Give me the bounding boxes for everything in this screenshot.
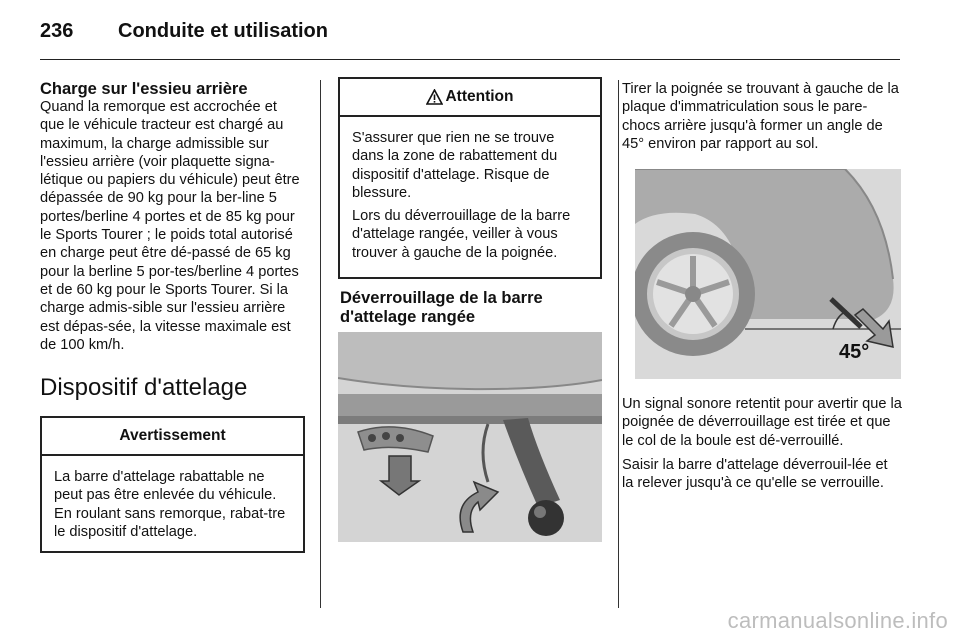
instruction-paragraph-1: Tirer la poignée se trouvant à gauche de la plaque d'immatriculation sous le pare-chocs arrière jusqu'à former un angle de 45° environ par rapport au sol. [622,81,899,152]
instruction-paragraph-2: Un signal sonore retentit pour avertir que la poignée de déverrouillage est tirée et que le col de la boule est dé-verrouillé. [622,396,902,449]
angle-label: 45° [839,341,870,364]
hitch-unlock-figure [338,332,602,547]
column-divider-left [320,80,321,608]
attention-box [338,77,602,279]
handle-angle-figure [635,169,901,379]
rear-axle-paragraph: Quand la remorque est accrochée et que le véhicule tracteur est chargé au maximum, la charge admissible sur l'essieu arrière (voir plaquette signa-létique ou papiers du véhicule) peut être dépassée de 90 kg pour la ber-line 5 portes/berline 4 portes et de 85 kg pour le Sports Tourer ; le poids total autorisé en charge peut être dé-passé de 65 kg pour la berline 5 por-tes/berline 4 portes et de 60 kg pour le Sports Tourer. Si la charge admis-sible sur l'essieu arrière est dépas-sée, la vitesse maximale est de 100 km/h. [40,99,300,353]
warning-box [40,416,305,553]
column-3 [622,80,902,493]
attention-text-2: Lors du déverrouillage de la barre d'attelage rangée, veiller à vous trouver à gauche de la poignée. [352,208,571,261]
page-number: 236 [40,20,74,42]
instruction-paragraph-3: Saisir la barre d'attelage déverrouil-lée et la relever jusqu'à ce qu'elle se verrouille. [622,457,888,492]
chapter-title: Conduite et utilisation [118,20,328,42]
column-1 [40,80,305,553]
column-divider-right [618,80,619,608]
watermark: carmanualsonline.info [727,608,948,633]
column-2 [338,77,602,547]
attention-box-title: Attention [445,88,514,105]
section-title-rear-axle: Charge sur l'essieu arrière [40,80,248,98]
warning-triangle-icon [426,89,443,105]
warning-box-title: Avertissement [42,418,303,456]
heading-towing-device: Dispositif d'attelage [40,374,248,402]
header-rule [40,59,900,60]
section-title-unlock: Déverrouillage de la barre d'attelage rangée [340,289,543,327]
attention-text-1: S'assurer que rien ne se trouve dans la zone de rabattement du dispositif d'attelage. Risque de blessure. [352,130,558,201]
attention-box-header [340,79,600,117]
warning-box-text: La barre d'attelage rabattable ne peut pas être enlevée du véhicule. En roulant sans remorque, rabat-tre le dispositif d'attelage. [54,469,286,541]
